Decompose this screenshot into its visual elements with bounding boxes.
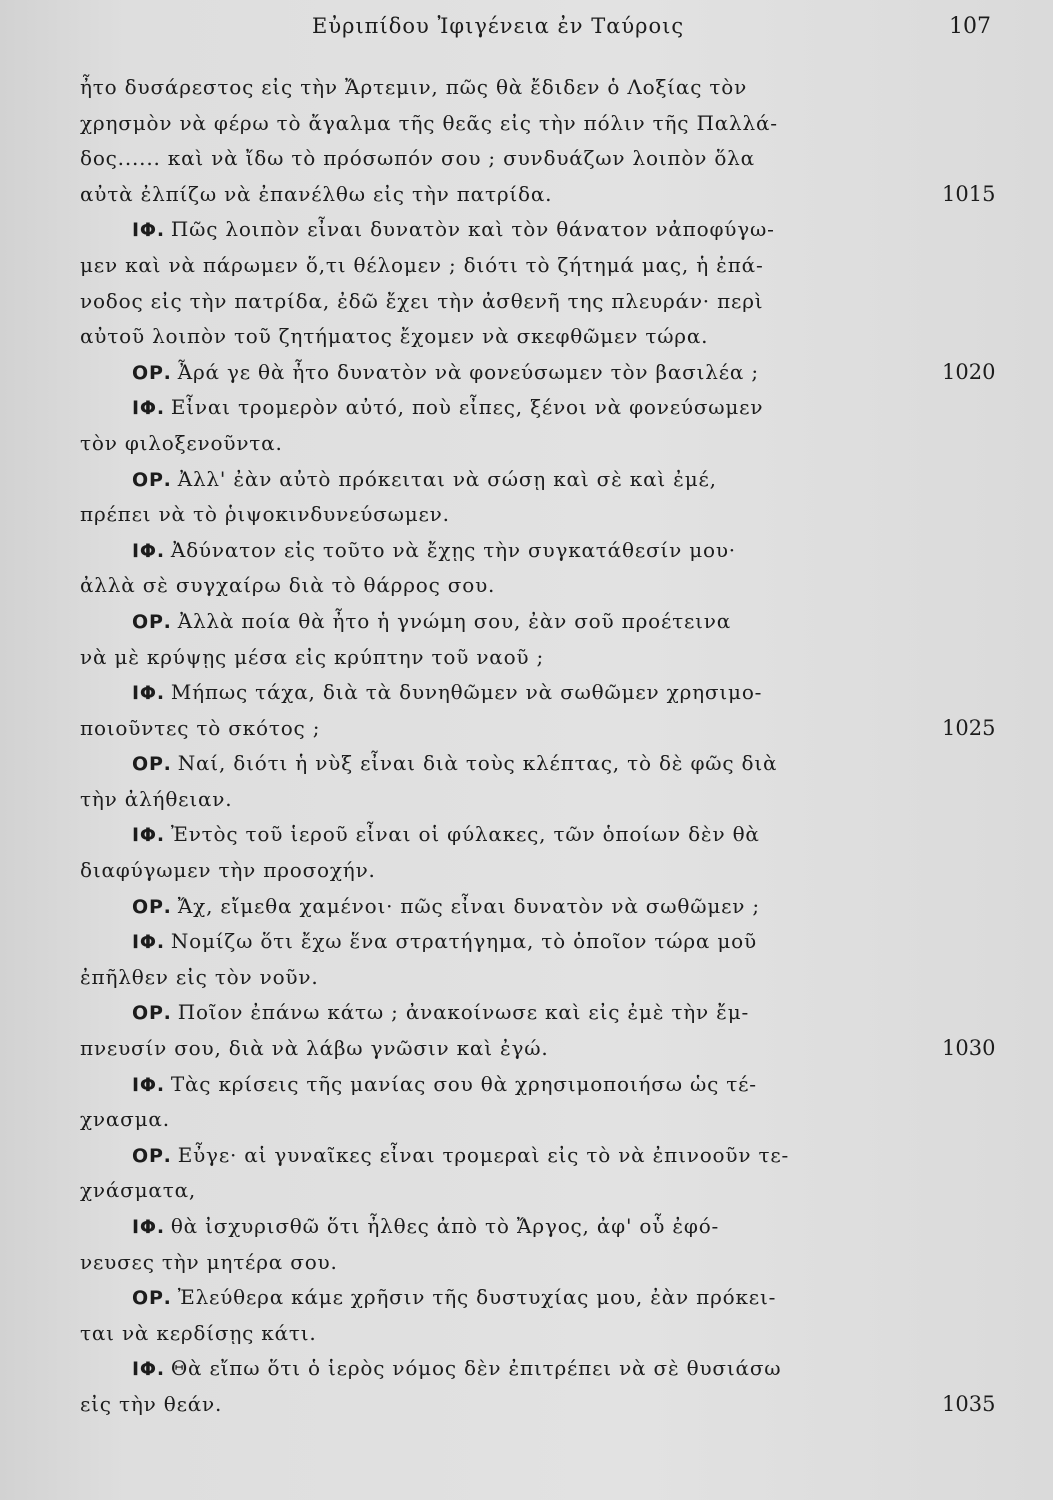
line-text: νευσες τὴν μητέρα σου. [80, 1249, 338, 1274]
verse-line-number: 1025 [942, 715, 996, 740]
speaker-label: ΙΦ. [132, 1216, 165, 1238]
text-line [80, 141, 980, 177]
line-text: χνάσματα, [80, 1178, 197, 1203]
speaker-label: ΟΡ. [132, 610, 172, 633]
line-text: ἐπῆλθεν εἰς τὸν νοῦν. [80, 964, 319, 989]
line-text: νοδος εἰς τὴν πατρίδα, ἐδῶ ἔχει τὴν ἀσθενῆ της πλευράν· περὶ [80, 288, 764, 313]
page-number: 107 [949, 14, 991, 39]
verse-line-number: 1035 [942, 1391, 996, 1416]
line-text: εἰς τὴν θεάν. [80, 1391, 223, 1416]
text-line [80, 177, 996, 213]
speaker-label: ΙΦ. [132, 1358, 165, 1381]
text-line [80, 1102, 980, 1138]
text-line [80, 1316, 980, 1352]
text-line [80, 1067, 980, 1103]
text-line [80, 675, 980, 711]
speaker-label: ΟΡ. [132, 1144, 172, 1167]
line-text: Ἐλεύθερα κάμε χρῆσιν τῆς δυστυχίας μου, ἐὰν πρόκει- [177, 1285, 777, 1310]
speaker-label: ΟΡ. [132, 1287, 172, 1310]
line-text: Εἶναι τρομερὸν αὐτό, ποὺ εἶπες, ξένοι νὰ φονεύσωμεν [170, 395, 764, 420]
text-line [80, 1245, 980, 1281]
line-text: Νομίζω ὅτι ἔχω ἕνα στρατήγημα, τὸ ὁποῖον τώρα μοῦ [170, 929, 757, 954]
text-line [80, 70, 980, 106]
text-line [80, 462, 980, 498]
text-line [80, 711, 996, 747]
text-line [80, 1138, 980, 1174]
line-text: αὐτοῦ λοιπὸν τοῦ ζητήματος ἔχομεν νὰ σκεφθῶμεν τώρα. [80, 324, 709, 349]
text-line [80, 746, 980, 782]
line-text: Ἆρά γε θὰ ἦτο δυνατὸν νὰ φονεύσωμεν τὸν βασιλέα ; [177, 359, 759, 384]
line-text: Ἄχ, εἴμεθα χαμένοι· πῶς εἶναι δυνατὸν νὰ σωθῶμεν ; [177, 893, 760, 918]
text-line [80, 817, 980, 853]
line-text: χρησμὸν νὰ φέρω τὸ ἄγαλμα τῆς θεᾶς εἰς τὴν πόλιν τῆς Παλλά- [80, 110, 778, 135]
line-text: διαφύγωμεν τὴν προσοχήν. [80, 858, 376, 883]
text-line [80, 319, 980, 355]
text-line [80, 853, 980, 889]
text-line [80, 355, 996, 391]
speaker-label: ΙΦ. [132, 931, 165, 954]
speaker-label: ΟΡ. [132, 753, 172, 776]
text-line [80, 1031, 996, 1067]
verse-line-number: 1020 [942, 359, 996, 384]
speaker-label: ΙΦ. [132, 1073, 165, 1096]
text-line [80, 1387, 996, 1423]
text-line [80, 889, 980, 925]
text-line [80, 604, 980, 640]
line-text: Θὰ εἴπω ὅτι ὁ ἱερὸς νόμος δὲν ἐπιτρέπει νὰ σὲ θυσιάσω [170, 1356, 782, 1381]
line-text: αὐτὰ ἐλπίζω νὰ ἐπανέλθω εἰς τὴν πατρίδα. [80, 181, 553, 206]
line-text: τὴν ἀλήθειαν. [80, 786, 233, 811]
text-line [80, 1209, 980, 1245]
text-line [80, 1280, 980, 1316]
line-text: Μήπως τάχα, διὰ τὰ δυνηθῶμεν νὰ σωθῶμεν χρησιμο- [170, 680, 763, 705]
text-line [80, 212, 980, 248]
line-text: δος...... καὶ νὰ ἴδω τὸ πρόσωπόν σου ; συνδυάζων λοιπὸν ὅλα [80, 146, 755, 171]
line-text: ἀλλὰ σὲ συγχαίρω διὰ τὸ θάρρος σου. [80, 573, 496, 598]
speaker-label: ΟΡ. [132, 468, 172, 491]
line-text: πρέπει νὰ τὸ ῥιψοκινδυνεύσωμεν. [80, 502, 450, 527]
line-text: Πῶς λοιπὸν εἶναι δυνατὸν καὶ τὸν θάνατον νἀποφύγω- [170, 217, 775, 242]
text-line [80, 640, 980, 676]
line-text: μεν καὶ νὰ πάρωμεν ὅ,τι θέλομεν ; διότι τὸ ζήτημά μας, ἡ ἐπά- [80, 252, 764, 277]
verse-line-number: 1015 [942, 181, 996, 206]
line-text: Ναί, διότι ἡ νὺξ εἶναι διὰ τοὺς κλέπτας, τὸ δὲ φῶς διὰ [177, 751, 778, 776]
line-text: Εὖγε· αἱ γυναῖκες εἶναι τρομεραὶ εἰς τὸ νὰ ἐπινοοῦν τε- [177, 1142, 790, 1167]
line-text: χνασμα. [80, 1107, 170, 1132]
text-line [80, 284, 980, 320]
text-line [80, 995, 980, 1031]
line-text: Ποῖον ἐπάνω κάτω ; ἀνακοίνωσε καὶ εἰς ἐμὲ τὴν ἔμ- [177, 1000, 750, 1025]
running-header [0, 14, 1053, 54]
speaker-label: ΙΦ. [132, 682, 165, 705]
dialogue-text [80, 70, 996, 1423]
line-text: Ἐντὸς τοῦ ἱεροῦ εἶναι οἱ φύλακες, τῶν ὁποίων δὲν θὰ [170, 822, 760, 847]
line-text: Τὰς κρίσεις τῆς μανίας σου θὰ χρησιμοποιήσω ὡς τέ- [170, 1071, 757, 1096]
text-line [80, 568, 980, 604]
line-text: πνευσίν σου, διὰ νὰ λάβω γνῶσιν καὶ ἐγώ. [80, 1036, 549, 1061]
running-title: Εὐριπίδου Ἰφιγένεια ἐν Ταύροις [312, 14, 685, 38]
verse-line-number: 1030 [942, 1036, 996, 1061]
text-line [80, 960, 980, 996]
speaker-label: ΙΦ. [132, 219, 165, 242]
speaker-label: ΟΡ. [132, 1002, 172, 1025]
text-line [80, 390, 980, 426]
text-line [80, 248, 980, 284]
line-text: νὰ μὲ κρύψῃς μέσα εἰς κρύπτην τοῦ ναοῦ ; [80, 644, 545, 669]
speaker-label: ΙΦ. [132, 824, 165, 847]
line-text: Ἀλλὰ ποία θὰ ἦτο ἡ γνώμη σου, ἐὰν σοῦ προέτεινα [177, 608, 732, 633]
line-text: θὰ ἰσχυρισθῶ ὅτι ἦλθες ἀπὸ τὸ Ἄργος, ἀφ' οὗ ἐφό- [170, 1214, 720, 1238]
speaker-label: ΙΦ. [132, 539, 165, 562]
text-line [80, 1173, 980, 1209]
line-text: ἦτο δυσάρεστος εἰς τὴν Ἄρτεμιν, πῶς θὰ ἔδιδεν ὁ Λοξίας τὸν [80, 75, 748, 99]
line-text: ται νὰ κερδίσῃς κάτι. [80, 1320, 317, 1345]
line-text: τὸν φιλοξενοῦντα. [80, 430, 283, 455]
text-line [80, 1351, 980, 1387]
text-line [80, 533, 980, 569]
text-line [80, 924, 980, 960]
text-line [80, 497, 980, 533]
line-text: Ἀδύνατον εἰς τοῦτο νὰ ἔχῃς τὴν συγκατάθεσίν μου· [170, 537, 736, 562]
text-line [80, 782, 980, 818]
speaker-label: ΙΦ. [132, 397, 165, 420]
text-line [80, 106, 980, 142]
speaker-label: ΟΡ. [132, 361, 172, 384]
line-text: ποιοῦντες τὸ σκότος ; [80, 715, 321, 740]
speaker-label: ΟΡ. [132, 895, 172, 918]
text-line [80, 426, 980, 462]
line-text: Ἀλλ' ἐὰν αὐτὸ πρόκειται νὰ σώσῃ καὶ σὲ καὶ ἐμέ, [177, 466, 717, 491]
